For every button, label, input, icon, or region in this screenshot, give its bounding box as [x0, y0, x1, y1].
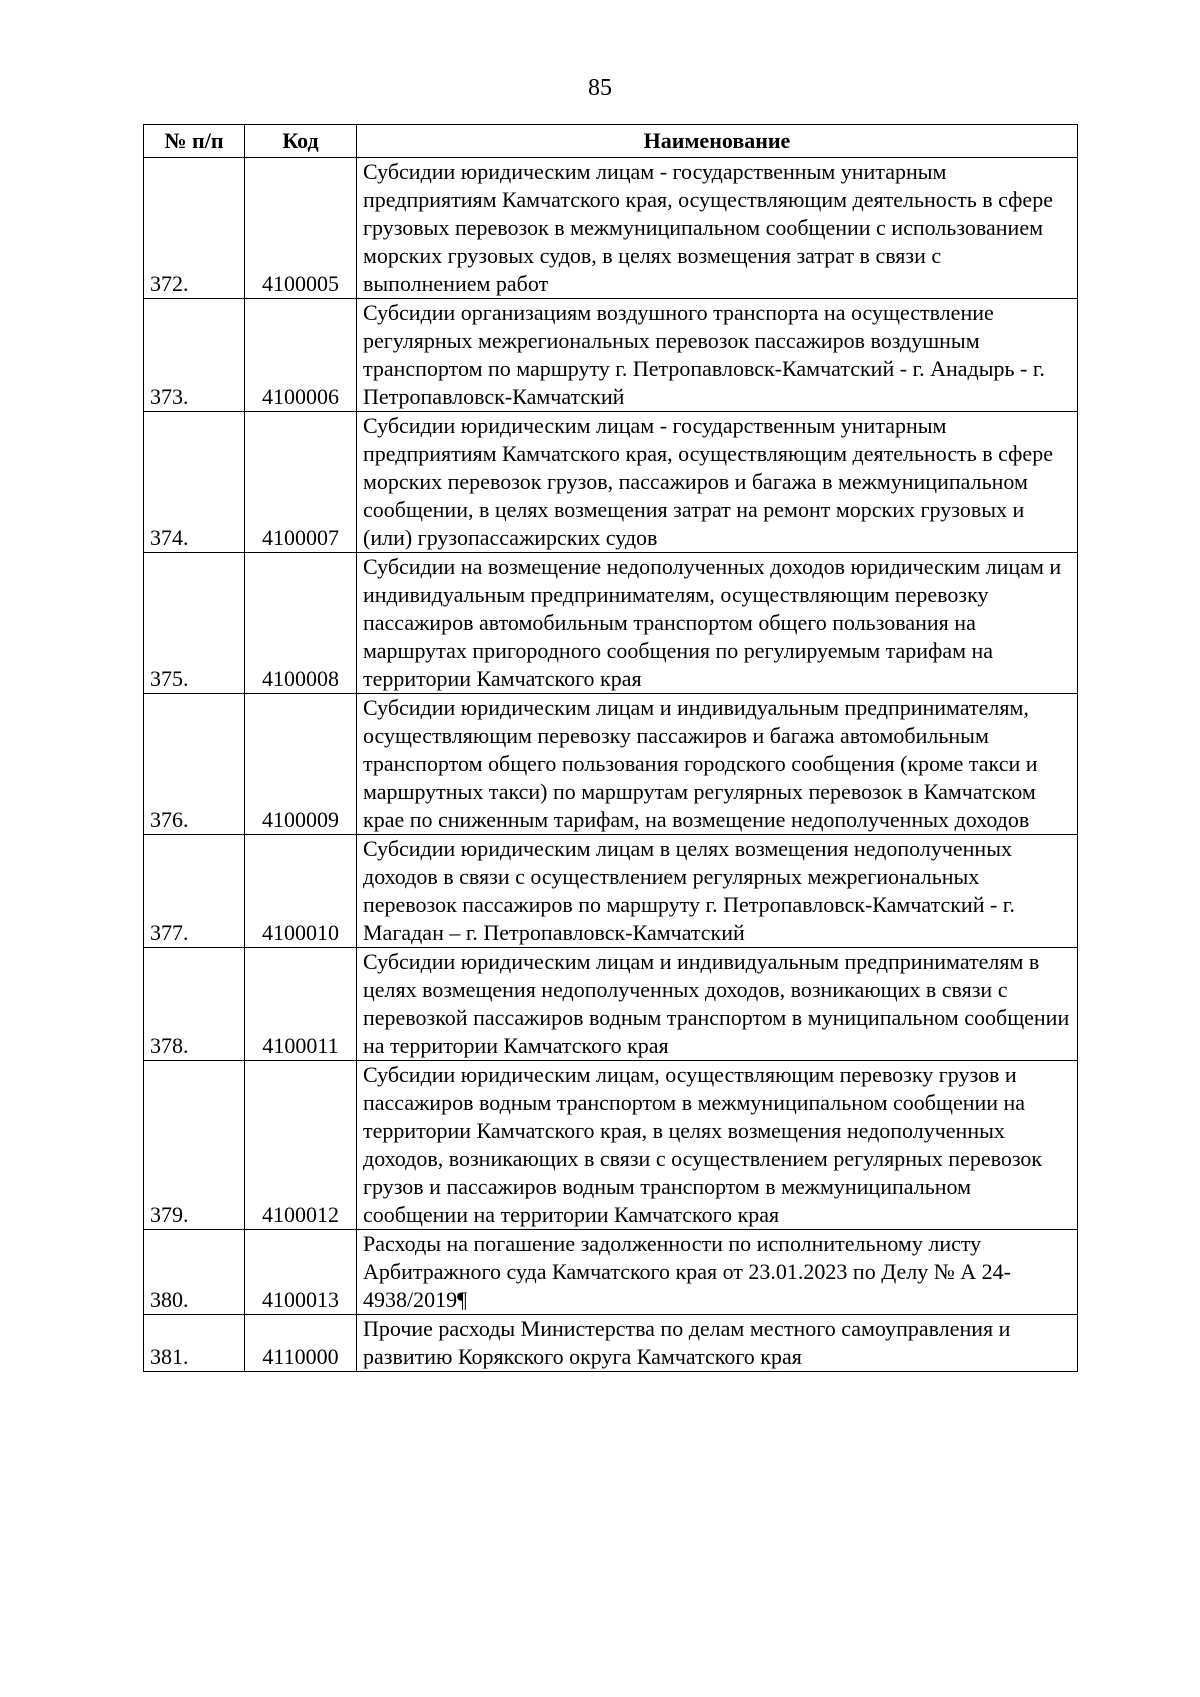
row-name: Субсидии юридическим лицам и индивидуальным предпринимателям в целях возмещения недополученных доходов, возникающих в связи с перевозкой пассажиров водным транспортом в муниципальном сообщении на территории Камчатского края — [357, 948, 1078, 1061]
table-row — [144, 299, 1078, 412]
table-row — [144, 1315, 1078, 1372]
row-num: 375. — [144, 553, 245, 694]
row-name: Субсидии юридическим лицам - государственным унитарным предприятиям Камчатского края, осуществляющим деятельность в сфере грузовых перевозок в межмуниципальном сообщении с использованием морских грузовых судов, в целях возмещения затрат в связи с выполнением работ — [357, 158, 1078, 299]
row-num: 373. — [144, 299, 245, 412]
row-code: 4100012 — [245, 1061, 357, 1230]
row-code: 4100005 — [245, 158, 357, 299]
row-name: Субсидии организациям воздушного транспорта на осуществление регулярных межрегиональных перевозок пассажиров воздушным транспортом по маршруту г. Петропавловск-Камчатский - г. Анадырь - г. Петропавловск-Камчатский — [357, 299, 1078, 412]
row-num: 376. — [144, 694, 245, 835]
table-row — [144, 694, 1078, 835]
table-row — [144, 1061, 1078, 1230]
row-name: Прочие расходы Министерства по делам местного самоуправления и развитию Корякского округа Камчатского края — [357, 1315, 1078, 1372]
table-row — [144, 1230, 1078, 1315]
row-code: 4100007 — [245, 412, 357, 553]
row-code: 4110000 — [245, 1315, 357, 1372]
row-num: 378. — [144, 948, 245, 1061]
row-code: 4100006 — [245, 299, 357, 412]
row-name: Субсидии юридическим лицам - государственным унитарным предприятиям Камчатского края, осуществляющим деятельность в сфере морских перевозок грузов, пассажиров и багажа в межмуниципальном сообщении, в целях возмещения затрат на ремонт морских грузовых и (или) грузопассажирских судов — [357, 412, 1078, 553]
table-row — [144, 948, 1078, 1061]
row-name: Субсидии юридическим лицам, осуществляющим перевозку грузов и пассажиров водным транспортом в межмуниципальном сообщении на территории Камчатского края, в целях возмещения недополученных доходов, возникающих в связи с осуществлением регулярных перевозок грузов и пассажиров водным транспортом в межмуниципальном сообщении на территории Камчатского края — [357, 1061, 1078, 1230]
row-code: 4100011 — [245, 948, 357, 1061]
row-name: Расходы на погашение задолженности по исполнительному листу Арбитражного суда Камчатского края от 23.01.2023 по Делу № А 24-4938/2019¶ — [357, 1230, 1078, 1315]
row-num: 381. — [144, 1315, 245, 1372]
row-name: Субсидии юридическим лицам и индивидуальным предпринимателям, осуществляющим перевозку пассажиров и багажа автомобильным транспортом общего пользования городского сообщения (кроме такси и маршрутных такси) по маршрутам регулярных перевозок в Камчатском крае по сниженным тарифам, на возмещение недополученных доходов — [357, 694, 1078, 835]
row-num: 372. — [144, 158, 245, 299]
row-code: 4100010 — [245, 835, 357, 948]
row-code: 4100008 — [245, 553, 357, 694]
row-name: Субсидии на возмещение недополученных доходов юридическим лицам и индивидуальным предпринимателям, осуществляющим перевозку пассажиров автомобильным транспортом общего пользования на маршрутах пригородного сообщения по регулируемым тарифам на территории Камчатского края — [357, 553, 1078, 694]
table-row — [144, 412, 1078, 553]
row-num: 380. — [144, 1230, 245, 1315]
row-num: 374. — [144, 412, 245, 553]
header-num: № п/п — [144, 125, 245, 158]
row-code: 4100009 — [245, 694, 357, 835]
row-num: 379. — [144, 1061, 245, 1230]
codes-table — [143, 124, 1078, 1372]
row-name: Субсидии юридическим лицам в целях возмещения недополученных доходов в связи с осуществлением регулярных межрегиональных перевозок пассажиров по маршруту г. Петропавловск-Камчатский - г. Магадан – г. Петропавловск-Камчатский — [357, 835, 1078, 948]
header-name: Наименование — [357, 125, 1078, 158]
table-row — [144, 553, 1078, 694]
table-header-row — [144, 125, 1078, 158]
row-num: 377. — [144, 835, 245, 948]
page-number: 85 — [588, 75, 612, 101]
header-code: Код — [245, 125, 357, 158]
table-row — [144, 835, 1078, 948]
row-code: 4100013 — [245, 1230, 357, 1315]
table-row — [144, 158, 1078, 299]
